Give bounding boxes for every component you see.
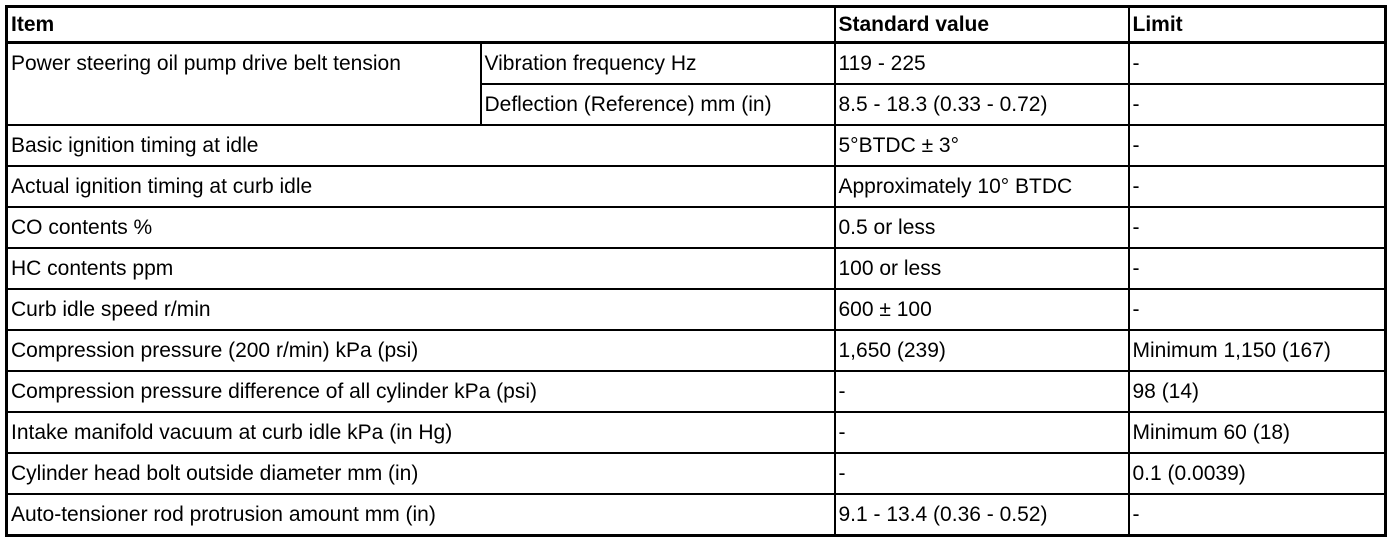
row-standard: - (835, 371, 1129, 412)
table-row (7, 494, 1386, 536)
row-limit: Minimum 60 (18) (1129, 412, 1386, 453)
belt-frequency-limit: - (1129, 43, 1386, 85)
row-item: Actual ignition timing at curb idle (7, 166, 835, 207)
row-item: Auto-tensioner rod protrusion amount mm (in) (7, 494, 835, 536)
row-limit: 98 (14) (1129, 371, 1386, 412)
row-item: Cylinder head bolt outside diameter mm (in) (7, 453, 835, 494)
header-row (7, 7, 1386, 43)
row-standard: - (835, 412, 1129, 453)
table-row (7, 412, 1386, 453)
belt-deflection-standard: 8.5 - 18.3 (0.33 - 0.72) (835, 84, 1129, 125)
row-limit: - (1129, 248, 1386, 289)
belt-frequency-standard: 119 - 225 (835, 43, 1129, 85)
row-standard: 9.1 - 13.4 (0.36 - 0.52) (835, 494, 1129, 536)
row-limit: - (1129, 125, 1386, 166)
header-standard-value: Standard value (835, 7, 1129, 43)
table-row (7, 43, 1386, 85)
specification-table (5, 5, 1387, 537)
row-item: Intake manifold vacuum at curb idle kPa (in Hg) (7, 412, 835, 453)
table-row (7, 207, 1386, 248)
table-row (7, 289, 1386, 330)
row-item: CO contents % (7, 207, 835, 248)
row-standard: 5°BTDC ± 3° (835, 125, 1129, 166)
row-standard: 100 or less (835, 248, 1129, 289)
belt-sub-item-deflection: Deflection (Reference) mm (in) (481, 84, 835, 125)
table-row (7, 371, 1386, 412)
belt-deflection-limit: - (1129, 84, 1386, 125)
row-item: Curb idle speed r/min (7, 289, 835, 330)
table-row (7, 248, 1386, 289)
row-standard: 600 ± 100 (835, 289, 1129, 330)
row-item: HC contents ppm (7, 248, 835, 289)
row-item: Compression pressure (200 r/min) kPa (psi) (7, 330, 835, 371)
row-standard: Approximately 10° BTDC (835, 166, 1129, 207)
row-standard: - (835, 453, 1129, 494)
row-item: Compression pressure difference of all cylinder kPa (psi) (7, 371, 835, 412)
header-item: Item (7, 7, 835, 43)
row-standard: 0.5 or less (835, 207, 1129, 248)
table-row (7, 453, 1386, 494)
row-limit: - (1129, 289, 1386, 330)
belt-sub-item-frequency: Vibration frequency Hz (481, 43, 835, 85)
row-item: Basic ignition timing at idle (7, 125, 835, 166)
row-standard: 1,650 (239) (835, 330, 1129, 371)
row-limit: - (1129, 207, 1386, 248)
belt-tension-item: Power steering oil pump drive belt tension (7, 43, 481, 126)
row-limit: - (1129, 494, 1386, 536)
table-row (7, 166, 1386, 207)
header-limit: Limit (1129, 7, 1386, 43)
table-row (7, 125, 1386, 166)
row-limit: - (1129, 166, 1386, 207)
row-limit: Minimum 1,150 (167) (1129, 330, 1386, 371)
table-row (7, 330, 1386, 371)
row-limit: 0.1 (0.0039) (1129, 453, 1386, 494)
